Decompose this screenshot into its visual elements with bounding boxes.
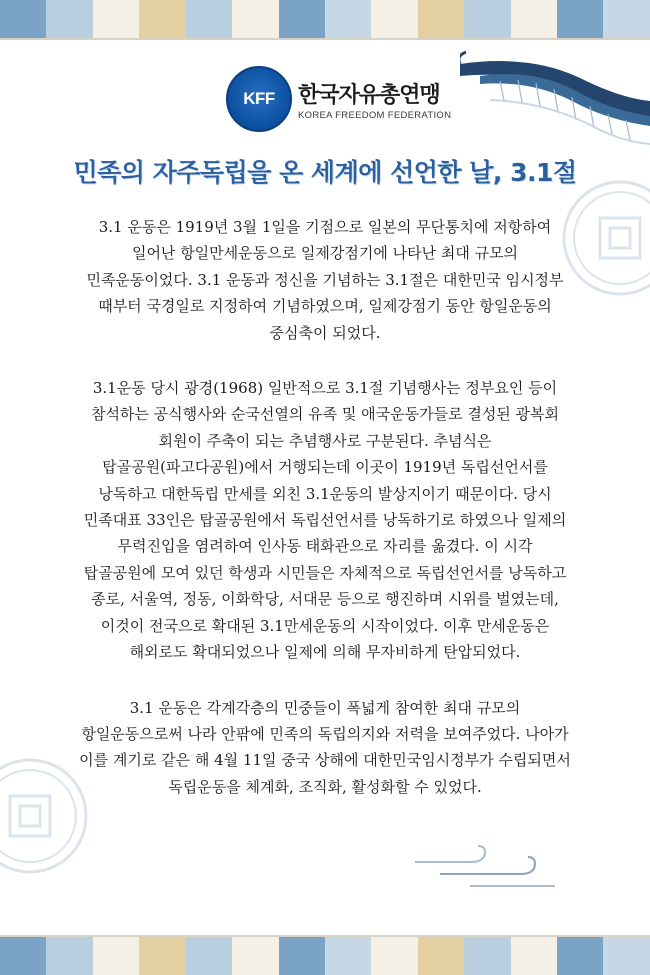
stripe-segment: [557, 937, 603, 975]
stripe-segment: [325, 0, 371, 38]
text-line: 탑골공원에 모여 있던 학생과 시민들은 자체적으로 독립선언서를 낭독하고: [83, 563, 567, 582]
stripe-segment: [325, 937, 371, 975]
kff-emblem-icon: [226, 66, 292, 132]
cloud-swirl-icon: [410, 842, 560, 892]
stripe-segment: [0, 0, 46, 38]
page-title: 민족의 자주독립을 온 세계에 선언한 날, 3.1절: [73, 158, 577, 187]
stripe-segment: [0, 937, 46, 975]
text-line: 낭독하고 대한독립 만세를 외친 3.1운동의 발상지이기 때문이다. 당시: [98, 484, 552, 503]
top-border-line: [0, 38, 650, 40]
stripe-segment: [93, 0, 139, 38]
stripe-segment: [186, 0, 232, 38]
stripe-segment: [279, 937, 325, 975]
text-line: 회원이 주축이 되는 추념행사로 구분된다. 추념식은: [158, 431, 492, 450]
text-line: 탑골공원(파고다공원)에서 거행되는데 이곳이 1919년 독립선언서를: [102, 458, 548, 477]
stripe-segment: [418, 0, 464, 38]
text-line: 민족운동이었다. 3.1 운동과 정신을 기념하는 3.1절은 대한민국 임시정부: [86, 270, 564, 289]
stripe-segment: [603, 937, 649, 975]
text-line: 독립운동을 체계화, 조직화, 활성화할 수 있었다.: [168, 777, 482, 796]
stripe-segment: [232, 0, 278, 38]
logo-name-english: KOREA FREEDOM FEDERATION: [298, 109, 452, 121]
top-decorative-stripe: [0, 0, 650, 38]
stripe-segment: [603, 0, 649, 38]
text-line: 이것이 전국으로 확대된 3.1만세운동의 시작이었다. 이후 만세운동은: [100, 616, 550, 635]
stripe-segment: [464, 0, 510, 38]
text-line: 해외로도 확대되었으나 일제에 의해 무자비하게 탄압되었다.: [129, 643, 521, 662]
traditional-roof-illustration: [460, 46, 650, 146]
stripe-segment: [93, 937, 139, 975]
stripe-segment: [557, 0, 603, 38]
bottom-border-line: [0, 935, 650, 937]
text-line: 때부터 국경일로 지정하여 기념하였으며, 일제강점기 동안 항일운동의: [98, 297, 552, 316]
stripe-segment: [139, 937, 185, 975]
paragraph-1: [40, 214, 610, 346]
stripe-segment: [464, 937, 510, 975]
stripe-segment: [371, 0, 417, 38]
stripe-segment: [511, 0, 557, 38]
text-line: 항일운동으로써 나라 안팎에 민족의 독립의지와 저력을 보여주었다. 나아가: [81, 724, 569, 743]
emblem-text: KFF: [243, 89, 275, 108]
stripe-segment: [46, 937, 92, 975]
paragraph-3: [40, 695, 610, 801]
stripe-segment: [139, 0, 185, 38]
text-line: 민족대표 33인은 탑골공원에서 독립선언서를 낭독하기로 하였으나 일제의: [83, 511, 567, 530]
stripe-segment: [186, 937, 232, 975]
text-line: 무력진입을 염려하여 인사동 태화관으로 자리를 옮겼다. 이 시각: [117, 537, 533, 556]
text-line: 3.1 운동은 각계각층의 민중들이 폭넓게 참여한 최대 규모의: [129, 698, 521, 717]
stripe-segment: [46, 0, 92, 38]
text-line: 3.1운동 당시 광경(1968) 일반적으로 3.1절 기념행사는 정부요인 등이: [92, 379, 558, 398]
stripe-segment: [371, 937, 417, 975]
bottom-decorative-stripe: [0, 937, 650, 975]
text-line: 중심축이 되었다.: [269, 323, 381, 342]
stripe-segment: [511, 937, 557, 975]
logo-wordmark: [298, 78, 451, 121]
stripe-segment: [418, 937, 464, 975]
text-line: 참석하는 공식행사와 순국선열의 유족 및 애국운동가들로 결성된 광복회: [90, 405, 560, 424]
kff-logo: [226, 66, 451, 132]
text-line: 이를 계기로 같은 해 4월 11일 중국 상해에 대한민국임시정부가 수립되면서: [79, 751, 571, 770]
text-line: 3.1 운동은 1919년 3월 1일을 기점으로 일본의 무단통치에 저항하여: [98, 218, 552, 236]
stripe-segment: [232, 937, 278, 975]
paragraph-2: [40, 375, 610, 665]
stripe-segment: [279, 0, 325, 38]
article-body: [40, 214, 610, 800]
text-line: 일어난 항일만세운동으로 일제강점기에 나타난 최대 규모의: [131, 244, 519, 263]
logo-name-korean: 한국자유총연맹: [298, 82, 440, 108]
text-line: 종로, 서울역, 정동, 이화학당, 서대문 등으로 행진하며 시위를 벌였는데,: [91, 590, 559, 609]
